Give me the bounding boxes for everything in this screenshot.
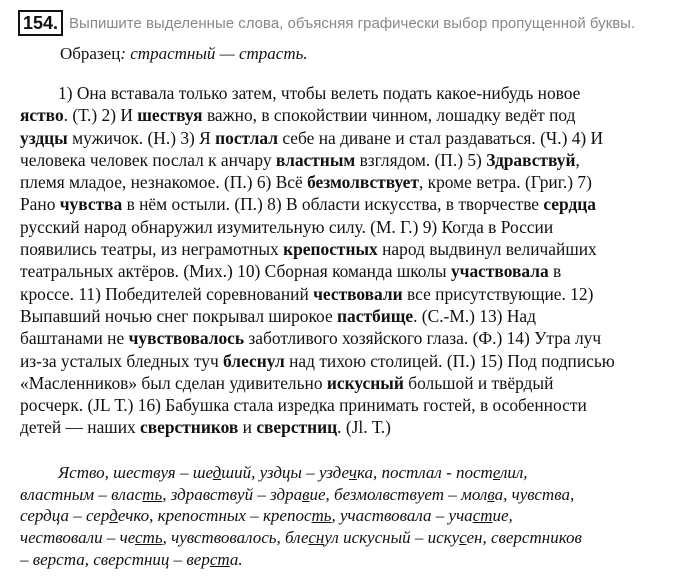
answer-text — [20, 462, 680, 570]
highlighted-word: сверстниц — [256, 417, 338, 438]
text-segment: баштанами не — [20, 328, 129, 349]
highlighted-word: сверстников — [140, 417, 239, 438]
text-segment: росчерк. (JL Т.) 16) Бабушка стала изредка принимать гостей, в особенности — [20, 395, 587, 416]
sample-text: страстный — страсть. — [126, 44, 308, 63]
answer-line — [20, 484, 680, 506]
text-segment: себе на диване и стал раздаваться. (Ч.) 4) И — [278, 127, 604, 148]
text-segment: все присутствующие. 12) — [402, 283, 594, 304]
underlined-letter: в — [302, 484, 310, 504]
text-segment: племя младое, незнакомое. (П.) 6) Всё — [20, 172, 308, 193]
underlined-letter: в — [487, 484, 495, 504]
text-segment: Яство, шествуя – ше — [58, 463, 213, 482]
text-segment: Выпавший ночью снег покрывал широкое — [20, 305, 338, 326]
text-segment: мужичок. (Н.) 3) Я — [67, 127, 216, 148]
text-segment: взглядом. (П.) 5) — [355, 149, 487, 170]
text-segment: Рано — [20, 194, 60, 215]
text-segment: в — [548, 261, 562, 282]
highlighted-word: Здравствуй — [486, 149, 576, 170]
task-header — [18, 10, 635, 36]
underlined-letter: ть — [142, 484, 163, 504]
exercise-line — [20, 372, 672, 394]
exercise-line — [20, 104, 672, 126]
highlighted-word: яство — [20, 105, 64, 126]
task-instruction: Выпишите выделенные слова, объясняя графически выбор пропущенной буквы. — [69, 14, 636, 32]
highlighted-word: чувства — [59, 194, 123, 215]
highlighted-word: крепостных — [283, 239, 378, 260]
highlighted-word: пастбище — [337, 305, 414, 326]
exercise-line — [20, 327, 672, 349]
answer-line — [20, 505, 680, 527]
answer-line — [20, 462, 680, 484]
underlined-letter: е — [492, 463, 500, 482]
text-segment: лил, — [499, 463, 528, 482]
text-segment: «Масленников» был сделан удивительно — [20, 372, 327, 393]
highlighted-word: блеснул — [223, 350, 285, 371]
highlighted-word: шествуя — [137, 105, 203, 126]
highlighted-word: постлал — [215, 127, 279, 148]
exercise-line — [20, 416, 672, 438]
text-segment: , — [575, 149, 580, 170]
underlined-letter: с — [459, 528, 467, 548]
highlighted-word: искусный — [326, 372, 404, 393]
underlined-letter: д — [212, 463, 222, 482]
text-segment: ечко, крепостных – крепос — [117, 506, 312, 526]
text-segment: а. — [229, 549, 243, 569]
text-segment: – верста, сверстниц – вер — [20, 549, 210, 569]
highlighted-word: властным — [275, 149, 356, 170]
exercise-line — [20, 193, 672, 215]
exercise-line — [20, 305, 672, 327]
task-number: 154. — [18, 10, 63, 36]
text-segment: ие, — [492, 506, 513, 526]
exercise-line — [20, 260, 672, 282]
text-segment: заботливого хозяйского глаза. (Ф.) 14) Утра луч — [244, 328, 602, 349]
exercise-line — [20, 82, 672, 104]
exercise-line — [20, 171, 672, 193]
text-segment: . (Т.) 2) И — [63, 105, 138, 126]
text-segment: , чувствовалось, бле — [162, 528, 309, 548]
text-segment: 1) Она вставала только затем, чтобы велеть подать какое-нибудь новое — [58, 83, 581, 103]
highlighted-word: чувствовалось — [128, 328, 245, 349]
text-segment: русский народ обнаружил изумительную силу. (М. Г.) 9) Когда в России — [20, 216, 554, 237]
highlighted-word: чествовали — [313, 283, 403, 304]
text-segment: властным – влас — [20, 484, 143, 504]
text-segment: человека человек послал к анчару — [20, 149, 276, 170]
text-segment: ул искусный – иску — [324, 528, 460, 548]
exercise-text — [20, 82, 672, 439]
text-segment: , здравствуй – здра — [162, 484, 303, 504]
sample-label: Образец — [60, 44, 121, 63]
highlighted-word: уздцы — [20, 127, 68, 148]
highlighted-word: сердца — [543, 194, 596, 215]
underlined-letter: ч — [348, 463, 357, 482]
text-segment: ка, постлал - пост — [356, 463, 493, 482]
text-segment: театральных актёров. (Мих.) 10) Сборная команда школы — [20, 261, 451, 282]
text-segment: . (С.-М.) 13) Над — [413, 305, 536, 326]
text-segment: над тихою столицей. (П.) 15) Под подписью — [284, 350, 615, 371]
text-segment: , участвовала – уча — [331, 506, 473, 526]
text-segment: ен, сверстников — [466, 528, 582, 548]
text-segment: кроссе. 11) Победителей соревнований — [20, 283, 314, 304]
sample-colon: : — [120, 44, 127, 63]
underlined-letter: сть — [135, 528, 163, 548]
answer-line — [20, 549, 680, 571]
answer-line — [20, 527, 680, 549]
text-segment: и — [238, 417, 257, 438]
exercise-line — [20, 149, 672, 171]
sample-line — [60, 42, 308, 66]
underlined-letter: ст — [472, 506, 493, 526]
exercise-line — [20, 127, 672, 149]
text-segment: из-за усталых бледных туч — [20, 350, 224, 371]
text-segment: а, чувства, — [494, 484, 575, 504]
underlined-letter: д — [109, 506, 118, 526]
underlined-letter: ст — [209, 549, 230, 569]
exercise-line — [20, 238, 672, 260]
underlined-letter: сн — [308, 528, 325, 548]
text-segment: детей — наших — [20, 417, 141, 438]
text-segment: народ выдвинул величайших — [377, 239, 597, 260]
exercise-line — [20, 350, 672, 372]
text-segment: ие, безмолвствует – мол — [309, 484, 488, 504]
text-segment: ший, уздцы – узде — [221, 463, 349, 482]
text-segment: большой и твёрдый — [403, 372, 554, 393]
exercise-line — [20, 283, 672, 305]
exercise-line — [20, 394, 672, 416]
text-segment: , кроме ветра. (Григ.) 7) — [418, 172, 592, 193]
underlined-letter: ть — [311, 506, 332, 526]
highlighted-word: участвовала — [450, 261, 549, 282]
text-segment: сердца – сер — [20, 506, 110, 526]
text-segment: появились театры, из неграмотных — [20, 239, 284, 260]
text-segment: чествовали – че — [20, 528, 136, 548]
text-segment: в нём остыли. (П.) 8) В области искусства, в творчестве — [122, 194, 544, 215]
highlighted-word: безмолвствует — [307, 172, 419, 193]
text-segment: важно, в спокойствии чинном, лошадку ведёт под — [202, 105, 576, 126]
exercise-line — [20, 216, 672, 238]
text-segment: . (Jl. Т.) — [337, 417, 391, 438]
